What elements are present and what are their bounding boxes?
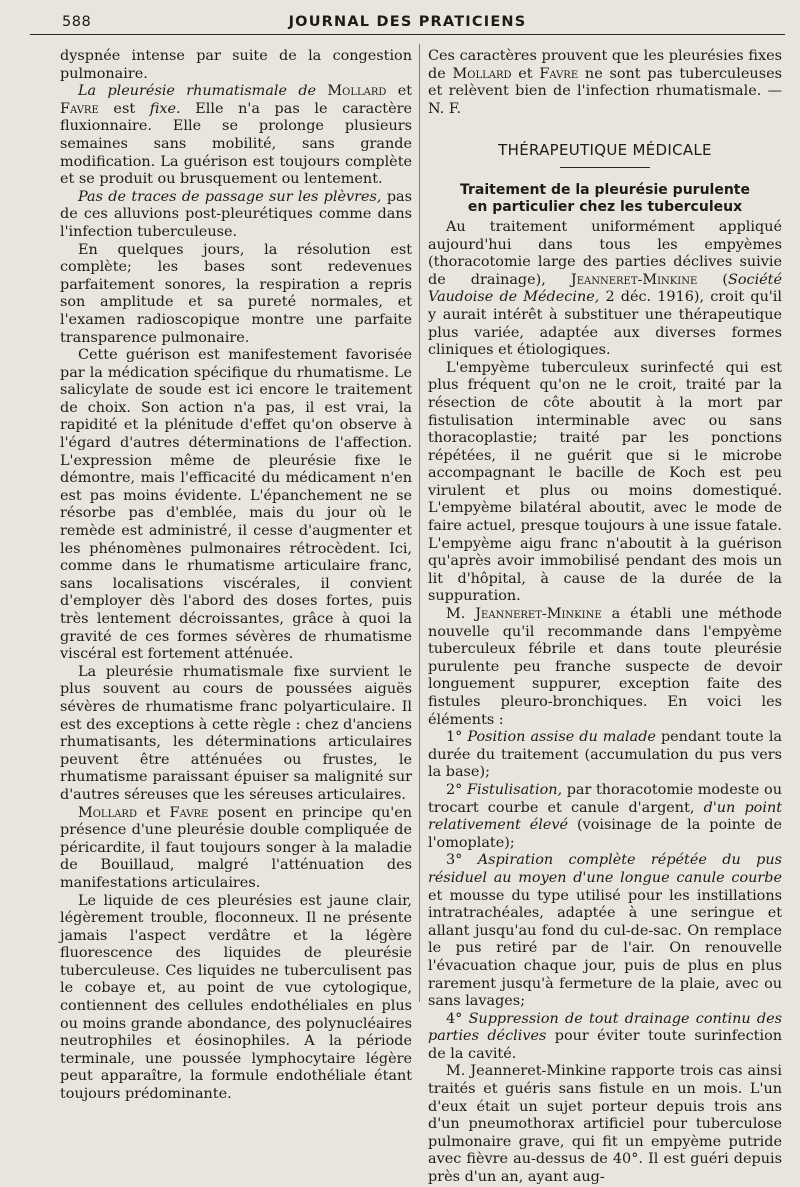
author-name: Mollard (327, 83, 387, 100)
list-number: 3° (446, 852, 463, 869)
author-name: Jeanneret-Minkine (475, 606, 602, 623)
paragraph: M. Jeanneret-Minkine rapporte trois cas ainsi traités et guéris sans fistule en un mois. L'un d'eux était un sujet porteur depuis trois ans d'un pneumothorax artificiel pour tuberculose pulmonaire grave, qui fit un empyème putride avec fièvre au-dessus de 40°. Il est guéri depuis près d'un an, ayant aug- (428, 1063, 782, 1186)
paragraph: L'empyème tuberculeux surinfecté qui est plus fréquent qu'on ne le croit, traité par la résection de côte aboutit à la mort par fistulisation interminable avec ou sans thoracoplastie; traité par les ponctions répétées, il ne guérit que si le microbe accompagnant le bacille de Koch est peu virulent et plus ou moins domestiqué. L'empyème bilatéral aboutit, avec le mode de faire actuel, presque toujours à une issue fatale. L'empyème aigu franc n'aboutit à la guérison qu'après avoir immobilisé pendant des mois un lit d'hôpital, à cause de la durée de la suppuration. (428, 359, 782, 605)
italic-text: Suppression de tout drainage continu des parties déclives (428, 1010, 782, 1045)
journal-title: JOURNAL DES PRATICIENS (288, 14, 527, 30)
italic-text: Position assise du malade (467, 729, 656, 746)
paragraph: dyspnée intense par suite de la congestion pulmonaire. (60, 48, 412, 82)
author-name: Favre (539, 65, 579, 82)
paragraph: Cette guérison est manifestement favorisée par la médication spécifique du rhumatisme. Le salicylate de soude est ici encore le traitement de choix. Son action n'a pas, il est vrai, la rapidité et la plénitude d'effet qu'on observe à l'égard d'autres déterminations de l'affection. L'expression même de pleurésie fixe le démontre, mais l'efficacité du médicament n'en est pas moins évidente. L'épanchement ne se résorbe pas d'emblée, mais du jour où le remède est administré, il cesse d'augmenter et les phénomènes pulmonaires rétrocèdent. Ici, comme dans le rhumatisme articulaire franc, sans localisations viscérales, il convient d'employer dès l'abord des doses fortes, puis très lentement décroissantes, grâce à quoi la gravité de ces formes sévères de rhumatisme viscéral est fortement atténuée. (60, 347, 412, 663)
author-name: Favre (169, 804, 209, 821)
page-header (30, 12, 785, 35)
italic-text: La pleurésie rhumatismale de (78, 83, 317, 100)
list-number: 1° (446, 729, 463, 746)
text: par thoracotomie modeste ou trocart courbe et canule d'argent, (428, 781, 782, 816)
author-name: Favre (60, 100, 99, 117)
text: a établi une méthode nouvelle qu'il recommande dans l'empyème tuberculeux fébrile et dans toute pleurésie purulente peu franche suspecte de devoir longuement suppurer, exception faite des fistules pleuro-bronchiques. En voici les éléments : (428, 606, 783, 728)
text: et (146, 804, 161, 821)
text: Ces caractères prouvent que les pleurésies fixes de (428, 48, 782, 82)
paragraph (60, 805, 412, 893)
italic-text: Société Vaudoise de Médecine, (428, 271, 782, 306)
article-title (428, 182, 782, 217)
list-item (428, 1011, 782, 1064)
text: pour éviter toute surinfection de la cavité. (428, 1028, 783, 1062)
paragraph (428, 219, 782, 360)
italic-text: Fistulisation, (466, 781, 563, 798)
text: (voisinage de la pointe de l'omoplate); (428, 817, 782, 851)
article-title-line: en particulier chez les tuberculeux (467, 199, 743, 216)
list-number: 4° (446, 1010, 463, 1027)
paragraph (60, 83, 412, 189)
text: Au traitement uniformément appliqué aujourd'hui dans tous les empyèmes (thoracotomie large des parties déclives suivie de drainage), (428, 218, 782, 288)
left-column (60, 48, 413, 1103)
text: Elle n'a pas le caractère fluxionnaire. Elle se prolonge plusieurs semaines sans mobilité, sans grande modification. La guérison est toujours complète et se produit ou brusquement ou lentement. (60, 100, 413, 188)
text: pendant toute la durée du traitement (accumulation du pus vers la base); (428, 729, 783, 781)
page-number: 588 (62, 14, 92, 30)
text: posent en principe qu'en présence d'une pleurésie double compliquée de péricardite, il faut toujours songer à la maladie de Bouillaud, malgré l'atténuation des manifestations articulaires. (60, 804, 412, 891)
paragraph: Le liquide de ces pleurésies est jaune clair, légèrement trouble, floconneux. Il ne présente jamais l'aspect verdâtre et la légère fluorescence des liquides de pleurésie tuberculeuse. Ces liquides ne tuberculisent pas le cobaye et, au point de vue cytologique, contiennent des cellules endothéliales en plus ou moins grande abondance, des polynucléaires neutrophiles et éosinophiles. A la période terminale, une poussée lymphocytaire légère peut apparaître, la formule endothéliale étant toujours prédominante. (60, 892, 412, 1103)
list-item (428, 852, 782, 1010)
author-name: Mollard (452, 65, 512, 82)
text: et mousse du type utilisé pour les instillations intratrachéales, adaptée à une seringue et allant jusqu'au fond du cul-de-sac. On remplace le pus retiré par de l'air. On renouvelle l'évacuation chaque jour, puis de plus en plus rarement jusqu'à fermeture de la plaie, avec ou sans lavages; (428, 887, 782, 1010)
list-item (428, 729, 782, 782)
paragraph: En quelques jours, la résolution est complète; les bases sont redevenues parfaitement sonores, la respiration a repris son amplitude et sa pureté normales, et l'examen radioscopique montre une parfaite transparence pulmonaire. (60, 241, 412, 346)
text: 2 déc. 1916), croit qu'il y aurait intérêt à substituer une thérapeutique plus variée, adaptée aux diverses formes cliniques et étiologiques. (428, 289, 782, 359)
paragraph: La pleurésie rhumatismale fixe survient le plus souvent au cours de poussées aiguës sévères de rhumatisme franc polyarticulaire. Il est des exceptions à cette règle : chez d'anciens rhumatisants, les déterminations articulaires peuvent être atténuées ou frustes, le rhumatisme paraissant épuiser sa malignité sur d'autres séreuses que les séreuses articulaires. (60, 663, 412, 803)
paragraph (60, 189, 412, 242)
text: et (518, 65, 533, 82)
text: pas de ces alluvions post-pleurétiques comme dans l'infection tuberculeuse. (60, 188, 413, 240)
italic-text: Aspiration complète répétée du pus résiduel au moyen d'une longue canule courbe (428, 852, 783, 886)
italic-text: Pas de traces de passage sur les plèvres, (78, 188, 382, 205)
paragraph (428, 606, 782, 729)
list-number: 2° (446, 781, 463, 798)
right-column (428, 48, 783, 1186)
author-name: Mollard (78, 804, 137, 821)
text: M. (446, 606, 466, 623)
text: ne sont pas tuberculeuses et relèvent bien de l'infection rhumatismale. — N. F. (428, 65, 782, 117)
text: et (397, 83, 413, 100)
italic-text: fixe. (149, 100, 181, 117)
article-title-line: Traitement de la pleurésie purulente (460, 181, 750, 198)
italic-text: d'un point relativement élevé (428, 799, 783, 834)
author-name: Jeanneret-Minkine (570, 271, 698, 288)
section-rule (560, 167, 650, 168)
text: est (113, 100, 136, 117)
text: ( (722, 271, 728, 288)
list-item (428, 782, 782, 852)
section-title: THÉRAPEUTIQUE MÉDICALE (498, 141, 712, 160)
column-divider (419, 44, 420, 1002)
paragraph (428, 48, 782, 118)
